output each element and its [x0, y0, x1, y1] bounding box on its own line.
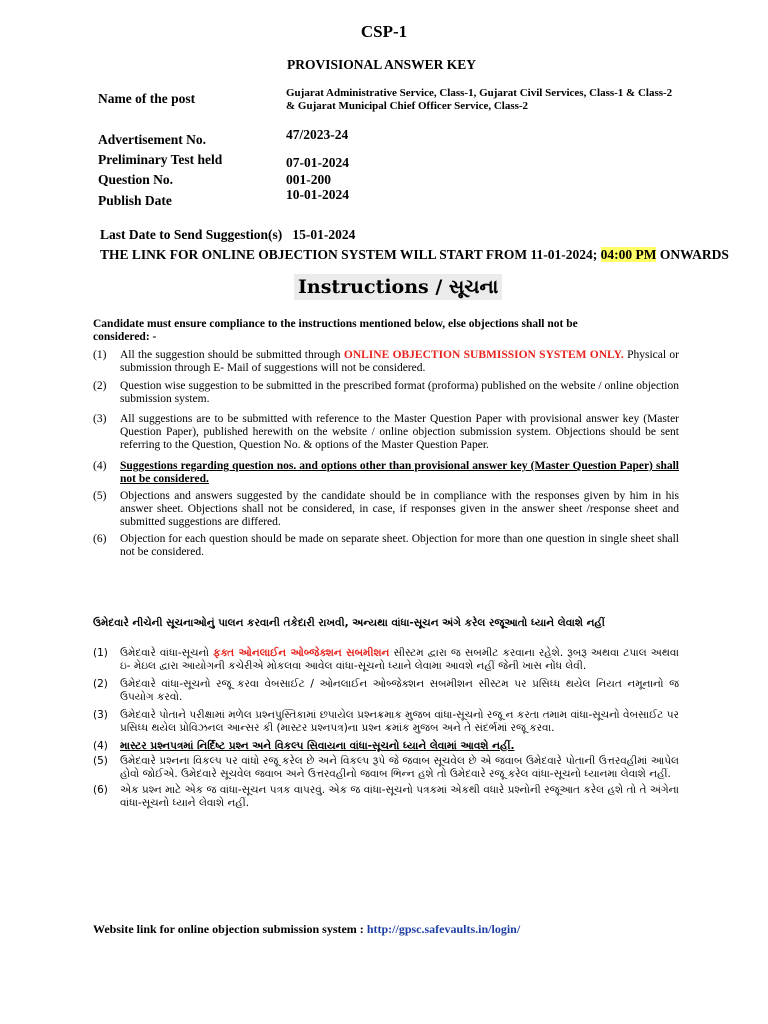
item-number: (4): [93, 739, 108, 752]
list-item: [93, 740, 679, 753]
item-text: Question wise suggestion to be submitted in the prescribed format (proforma) published on the website / online objection submission system.: [120, 380, 679, 405]
list-item: [93, 709, 679, 734]
item-emphasis: ONLINE OBJECTION SUBMISSION SYSTEM ONLY.: [343, 349, 624, 361]
list-item: [93, 490, 679, 528]
item-text: માસ્ટર પ્રશ્નપત્રમાં નિર્દિષ્ટ પ્રશ્ન અને વિકલ્પ સિવાયના વાંધા-સૂચનો ધ્યાને લેવામાં આવશે નહીં.: [120, 739, 515, 752]
link-notice-pre: THE LINK FOR ONLINE OBJECTION SYSTEM WILL START FROM 11-01-2024;: [100, 247, 598, 262]
question-no-value: 001-200: [286, 172, 331, 187]
list-item: [93, 784, 679, 809]
item-text: All suggestions are to be submitted with reference to the Master Question Paper with provisional answer key (Master Question Paper), published herewith on the website / online objection submission system. Objections should be sent referring to the Question, Question No. & options of the Master Question Paper.: [120, 413, 679, 451]
item-text: ઉમેદવારે વાંધા-સૂચનો રજૂ કરવા વેબસાઈટ / ઓનલાઈન ઓબ્જેક્શન સબમીશન સીસ્ટમ પર પ્રસિધ્ધ થયેલ નિયત નમૂનાનો જ ઉપયોગ કરવો.: [120, 678, 679, 703]
item-number: (6): [93, 784, 108, 797]
item-number: (1): [93, 349, 107, 361]
list-item: [93, 460, 679, 485]
instructions-title: Instructions / સૂચના: [294, 274, 502, 300]
item-number: (2): [93, 380, 107, 393]
list-item: [93, 349, 679, 374]
item-text: ઉમેદવારે પોતાને પરીક્ષામાં મળેલ પ્રશ્નપુસ્તિકામાં છપાયેલ પ્રશ્નક્રમાક મુજબ વાંધા-સૂચનો રજૂ ન કરતા તમામ વાંધા-સૂચનો વેબસાઈટ પર પ્રસિધ્ધ થયેલ પ્રોવિઝનલ આન્સર કી (માસ્ટર પ્રશ્નપત્ર)ના પ્રશ્ન ક્રમાંક મુજબ અને તે સંદર્ભમાં રજૂ કરવા.: [120, 709, 679, 734]
item-emphasis: ફક્ત ઓનલાઈન ઓબ્જેક્શન સબમીશન: [213, 647, 390, 659]
english-instructions-list: [93, 349, 679, 558]
list-item: [93, 533, 679, 558]
list-item: [93, 380, 679, 405]
publish-date-label: Publish Date: [98, 193, 172, 208]
answer-key-title: PROVISIONAL ANSWER KEY: [287, 57, 477, 72]
prelim-test-label: Preliminary Test held: [98, 152, 223, 167]
item-text: Suggestions regarding question nos. and options other than provisional answer key (Master Question Paper) shall not be considered.: [120, 460, 679, 485]
website-link-label: Website link for online objection submission system :: [93, 922, 367, 936]
item-number: (1): [93, 647, 108, 659]
gujarati-instructions-list: [93, 647, 679, 810]
link-notice-time: 04:00 PM: [600, 247, 657, 262]
exam-code: CSP-1: [360, 22, 408, 41]
item-number: (5): [93, 490, 107, 503]
item-text: ઉમેદવારે પ્રશ્નના વિકલ્પ પર વાંધો રજૂ કરેલ છે અને વિકલ્પ રૂપે જે જવાબ સૂચવેલ છે એ જવાબ ઉમેદવારે પોતાની ઉત્તરવહીમાં આપેલ હોવો જોઈએ. ઉમેદવારે સૂચવેલ જવાબ અને ઉત્તરવહીનો જવાબ ભિન્ન હશે તો ઉમેદવારે રજૂ કરેલ વાંધા-સૂચનો ધ્યાનમા લેવાશે નહીં.: [120, 755, 679, 780]
item-number: (4): [93, 460, 107, 473]
list-item: [93, 678, 679, 703]
publish-date-value: 10-01-2024: [286, 187, 349, 202]
item-number: (3): [93, 709, 108, 722]
prelim-test-value: 07-01-2024: [286, 155, 349, 170]
item-text-cont: Physical or submission through E- Mail of suggestions will not be considered.: [120, 349, 679, 374]
list-item: [93, 413, 679, 451]
question-no-label: Question No.: [98, 172, 174, 187]
item-text: All the suggestion should be submitted through: [120, 349, 344, 361]
item-text-cont: સીસ્ટમ દ્વારા જ સબમીટ કરવાના રહેશે. રૂબરૂ અથવા ટપાલ અથવા ઇ- મેઇલ દ્વારા આયોગની કચેરીએ મોકલવા આવેલ વાંધા-સૂચનો ધ્યાને લેવામા આવશે નહીં જેની ખાસ નોંધ લેવી.: [120, 647, 679, 672]
link-notice-post: ONWARDS: [659, 247, 729, 262]
item-text: એક પ્રશ્ન માટે એક જ વાંધા-સૂચન પત્રક વાપરવું. એક જ વાંધા-સૂચનો પત્રકમાં એકથી વધારે પ્રશ્નોની રજૂઆત કરેલ હશે તો તે અંગેના વાંધા-સૂચનો ધ્યાને લેવાશે નહીં.: [120, 784, 679, 809]
website-link-line: [93, 922, 520, 937]
name-of-post-value: Gujarat Administrative Service, Class-1, Gujarat Civil Services, Class-1 & Class-2 & Gujarat Municipal Chief Officer Service, Class-2: [286, 87, 673, 112]
item-text: ઉમેદવારે વાંધા-સૂચનો: [120, 647, 214, 659]
item-number: (2): [93, 678, 108, 691]
item-text: Objection for each question should be made on separate sheet. Objection for more than one question in single sheet shall not be considered.: [120, 533, 679, 558]
item-number: (5): [93, 755, 108, 768]
item-text: Objections and answers suggested by the candidate should be in compliance with the responses given by him in his answer sheet. Objections shall not be considered, in case, if responses given in the answer sheet /response sheet and submitted suggestions are differed.: [120, 490, 679, 528]
name-of-post-label: Name of the post: [98, 91, 196, 106]
item-number: (6): [93, 533, 107, 546]
link-notice: [100, 247, 729, 263]
advertisement-label: Advertisement No.: [98, 132, 206, 147]
advertisement-value: 47/2023-24: [286, 127, 349, 142]
gujarati-intro: ઉમેદવારે નીચેની સૂચનાઓનું પાલન કરવાની તકેદારી રાખવી, અન્યથા વાંધા-સૂચન અંગે કરેલ રજૂઆતો ધ્યાને લેવાશે નહીં: [93, 617, 605, 629]
list-item: [93, 755, 679, 780]
item-number: (3): [93, 413, 107, 426]
last-date-text: Last Date to Send Suggestion(s) 15-01-2024: [100, 227, 356, 242]
candidate-compliance-intro: Candidate must ensure compliance to the instructions mentioned below, else objections shall not be considered: -: [93, 318, 578, 343]
list-item: [93, 647, 679, 672]
website-link[interactable]: http://gpsc.safevaults.in/login/: [366, 922, 521, 936]
